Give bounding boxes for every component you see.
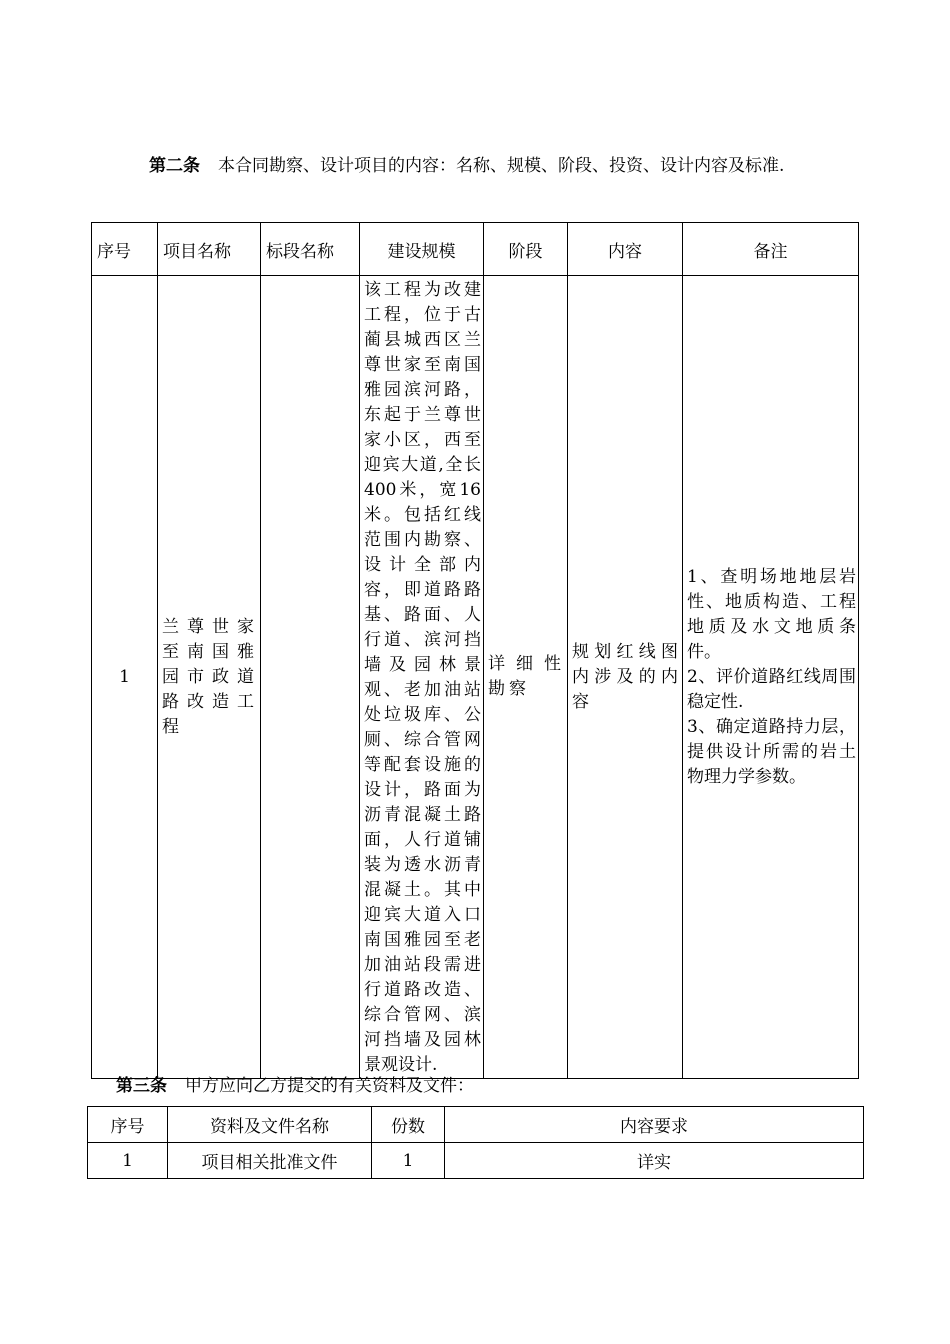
materials-table	[87, 1106, 864, 1179]
article-2-paragraph	[116, 146, 846, 186]
article-3-text: 甲方应向乙方提交的有关资料及文件：	[185, 1076, 474, 1096]
header-cell: 资料及文件名称	[168, 1107, 372, 1143]
article-2-text: 本合同勘察、设计项目的内容：名称、规模、阶段、投资、设计内容及标准.	[218, 156, 785, 176]
construction-scale-cell: 该工程为改建工程，位于古蔺县城西区兰尊世家至南国雅园滨河路，东起于兰尊世家小区，西至迎宾大道,全长400米，宽16米。包括红线范围内勘察、设计全部内容，即道路路基、路面、人行道、滨河挡墙及园林景观、老加油站处垃圾库、公厕、综合管网等配套设施的设计，路面为沥青混凝土路面，人行道铺装为透水沥青混凝土。其中迎宾大道入口南国雅园至老加油站段需进行道路改造、综合管网、滨河挡墙及园林景观设计.	[360, 276, 484, 1079]
header-cell: 序号	[92, 223, 158, 276]
remark-item: 3、确定道路持力层，提供设计所需的岩土物理力学参数。	[687, 716, 856, 787]
header-cell: 阶段	[484, 223, 568, 276]
requirement-cell: 详实	[445, 1143, 864, 1179]
project-name-cell: 兰尊世家至南国雅园市政道路改造工程	[158, 276, 261, 1079]
article-3-heading: 第三条	[116, 1076, 167, 1096]
document-name-cell: 项目相关批准文件	[168, 1143, 372, 1179]
article-2-heading: 第二条	[149, 156, 200, 176]
content-cell: 规划红线图内涉及的内容	[568, 276, 683, 1079]
header-cell: 序号	[88, 1107, 168, 1143]
header-cell: 建设规模	[360, 223, 484, 276]
header-cell: 份数	[372, 1107, 445, 1143]
header-cell: 标段名称	[261, 223, 360, 276]
stage-cell: 详细性勘察	[484, 276, 568, 1079]
header-cell: 内容	[568, 223, 683, 276]
row-number: 1	[92, 276, 158, 1079]
table-header-row	[88, 1107, 864, 1143]
copies-cell: 1	[372, 1143, 445, 1179]
header-cell: 项目名称	[158, 223, 261, 276]
remark-item: 2、评价道路红线周围稳定性.	[687, 666, 856, 712]
remark-item: 1、查明场地地层岩性、地质构造、工程地质及水文地质条件。	[687, 566, 856, 662]
table-row	[88, 1143, 864, 1179]
table-header-row	[92, 223, 859, 276]
row-number: 1	[88, 1143, 168, 1179]
table-row	[92, 276, 859, 1079]
project-content-table	[91, 222, 859, 1079]
header-cell: 备注	[683, 223, 859, 276]
remarks-cell	[683, 276, 859, 1079]
header-cell: 内容要求	[445, 1107, 864, 1143]
article-3-paragraph	[116, 1073, 474, 1099]
section-name-cell	[261, 276, 360, 1079]
